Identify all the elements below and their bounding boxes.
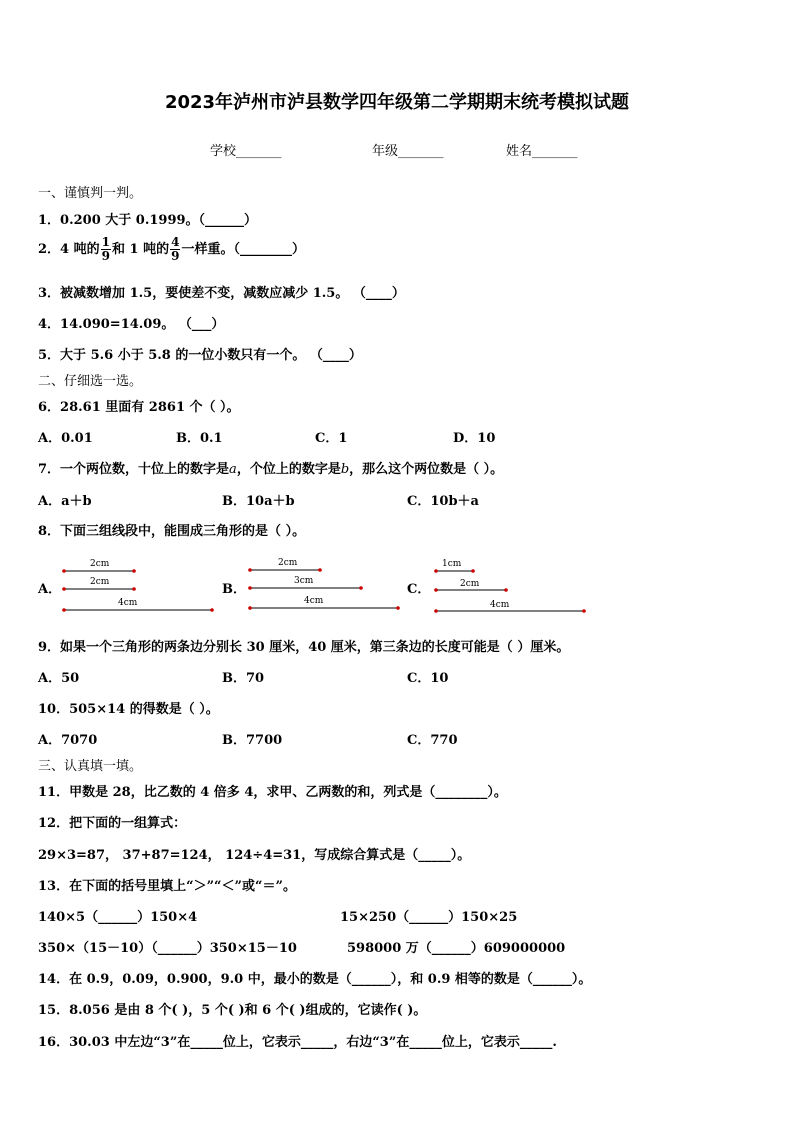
- q10-option-b: B．7700: [222, 733, 283, 748]
- fraction-denominator: 9: [101, 249, 110, 263]
- question-7-part-a: 7．一个两位数，十位上的数字是: [38, 462, 230, 477]
- segment-length-label: 2cm: [460, 579, 480, 589]
- question-12-expressions: 29×3=87， 37+87=124， 124÷4=31，写成综合算式是（_____）。: [38, 848, 471, 863]
- fraction-denominator: 9: [171, 249, 180, 263]
- question-4: 4．14.090=14.09。 （___）: [38, 317, 225, 332]
- q13-item-4: 598000 万（______）609000000: [347, 941, 566, 956]
- segment-length-label: 1cm: [442, 559, 462, 569]
- question-10: 10．505×14 的得数是（ ）。: [38, 702, 219, 717]
- question-14: 14．在 0.9，0.09，0.900，9.0 中，最小的数是（______），和 0.9 相等的数是（______）。: [38, 972, 592, 987]
- question-3: 3．被减数增加 1.5，要使差不变，减数应减少 1.5。 （____）: [38, 286, 405, 301]
- question-13: 13．在下面的括号里填上“＞”“＜”或“＝”。: [38, 879, 296, 894]
- question-7: [38, 458, 503, 477]
- q7-option-a: A．a＋b: [38, 494, 92, 509]
- segment-length-label: 4cm: [304, 596, 324, 606]
- page-title: 2023年泸州市泸县数学四年级第二学期期末统考模拟试题: [164, 92, 630, 113]
- segments-diagram-a: [58, 554, 223, 616]
- question-9: 9．如果一个三角形的两条边分别长 30 厘米，40 厘米，第三条边的长度可能是（ ）厘米。: [38, 640, 570, 655]
- segment-length-label: 3cm: [294, 576, 314, 586]
- fraction-one-ninth: [101, 236, 111, 263]
- segment-a1: [62, 559, 136, 573]
- segment-a2: [62, 577, 136, 591]
- segment-length-label: 2cm: [90, 559, 110, 569]
- school-field: 学校_______: [210, 144, 282, 159]
- question-2-suffix: 一样重。（________）: [181, 242, 305, 257]
- question-6: 6．28.61 里面有 2861 个（ ）。: [38, 400, 240, 415]
- segment-a3: [62, 598, 214, 612]
- segment-length-label: 4cm: [118, 598, 138, 608]
- question-2-mid: 和 1 吨的: [111, 242, 170, 257]
- question-12: 12．把下面的一组算式：: [38, 816, 187, 831]
- q9-option-c: C．10: [407, 671, 449, 686]
- segments-diagram-c: [430, 554, 595, 616]
- q7-option-c: C．10b＋a: [407, 494, 479, 509]
- segment-length-label: 4cm: [490, 600, 510, 610]
- segments-diagram-b: [244, 554, 409, 616]
- question-2: [38, 236, 305, 263]
- question-5: 5．大于 5.6 小于 5.8 的一位小数只有一个。 （____）: [38, 348, 362, 363]
- question-2-prefix: 2．4 吨的: [38, 242, 100, 257]
- q13-item-3: 350×（15－10）（______）350×15－10: [38, 941, 297, 956]
- name-field: 姓名_______: [506, 144, 578, 159]
- q13-item-1: 140×5（______）150×4: [38, 910, 198, 925]
- section-heading-1: 一、谨慎判一判。: [38, 186, 143, 201]
- question-7-part-c: ，那么这个两位数是（ ）。: [349, 462, 504, 477]
- q10-option-a: A．7070: [38, 733, 98, 748]
- q9-option-a: A．50: [38, 671, 80, 686]
- section-heading-3: 三、认真填一填。: [38, 759, 143, 774]
- segment-length-label: 2cm: [90, 577, 110, 587]
- question-1: 1．0.200 大于 0.1999。（______）: [38, 213, 258, 228]
- segment-length-label: 2cm: [278, 558, 298, 568]
- question-16: 16．30.03 中左边“3”在_____位上，它表示_____，右边“3”在_____位上，它表示_____.: [38, 1035, 557, 1050]
- segment-b3: [248, 596, 400, 610]
- question-15: 15．8.056 是由 8 个( )，5 个( )和 6 个( )组成的，它读作( )。: [38, 1003, 427, 1018]
- question-7-part-b: ，个位上的数字是: [236, 462, 341, 477]
- variable-b: b: [340, 462, 350, 477]
- fraction-numerator: 1: [101, 235, 110, 249]
- q8-option-c-label: C．: [407, 582, 431, 597]
- fraction-numerator: 4: [171, 235, 180, 249]
- fraction-four-ninths: [170, 236, 180, 263]
- segment-b1: [248, 558, 322, 572]
- segment-b2: [248, 576, 363, 590]
- q6-option-c: C．1: [315, 431, 348, 446]
- q6-option-a: A．0.01: [38, 431, 93, 446]
- q8-option-b-label: B．: [222, 582, 246, 597]
- q10-option-c: C．770: [407, 733, 458, 748]
- segment-c2: [434, 579, 508, 592]
- question-11: 11．甲数是 28，比乙数的 4 倍多 4，求甲、乙两数的和，列式是（________）。: [38, 785, 507, 800]
- q13-item-2: 15×250（______）150×25: [340, 910, 518, 925]
- segment-c3: [434, 600, 586, 613]
- segment-c1: [434, 559, 475, 573]
- q9-option-b: B．70: [222, 671, 265, 686]
- q8-option-a-label: A．: [38, 582, 62, 597]
- question-8: 8．下面三组线段中，能围成三角形的是（ ）。: [38, 524, 306, 539]
- q6-option-b: B．0.1: [176, 431, 223, 446]
- variable-a: a: [229, 462, 237, 477]
- section-heading-2: 二、仔细选一选。: [38, 374, 143, 389]
- q6-option-d: D．10: [453, 431, 496, 446]
- q7-option-b: B．10a＋b: [222, 494, 295, 509]
- grade-field: 年级_______: [372, 144, 444, 159]
